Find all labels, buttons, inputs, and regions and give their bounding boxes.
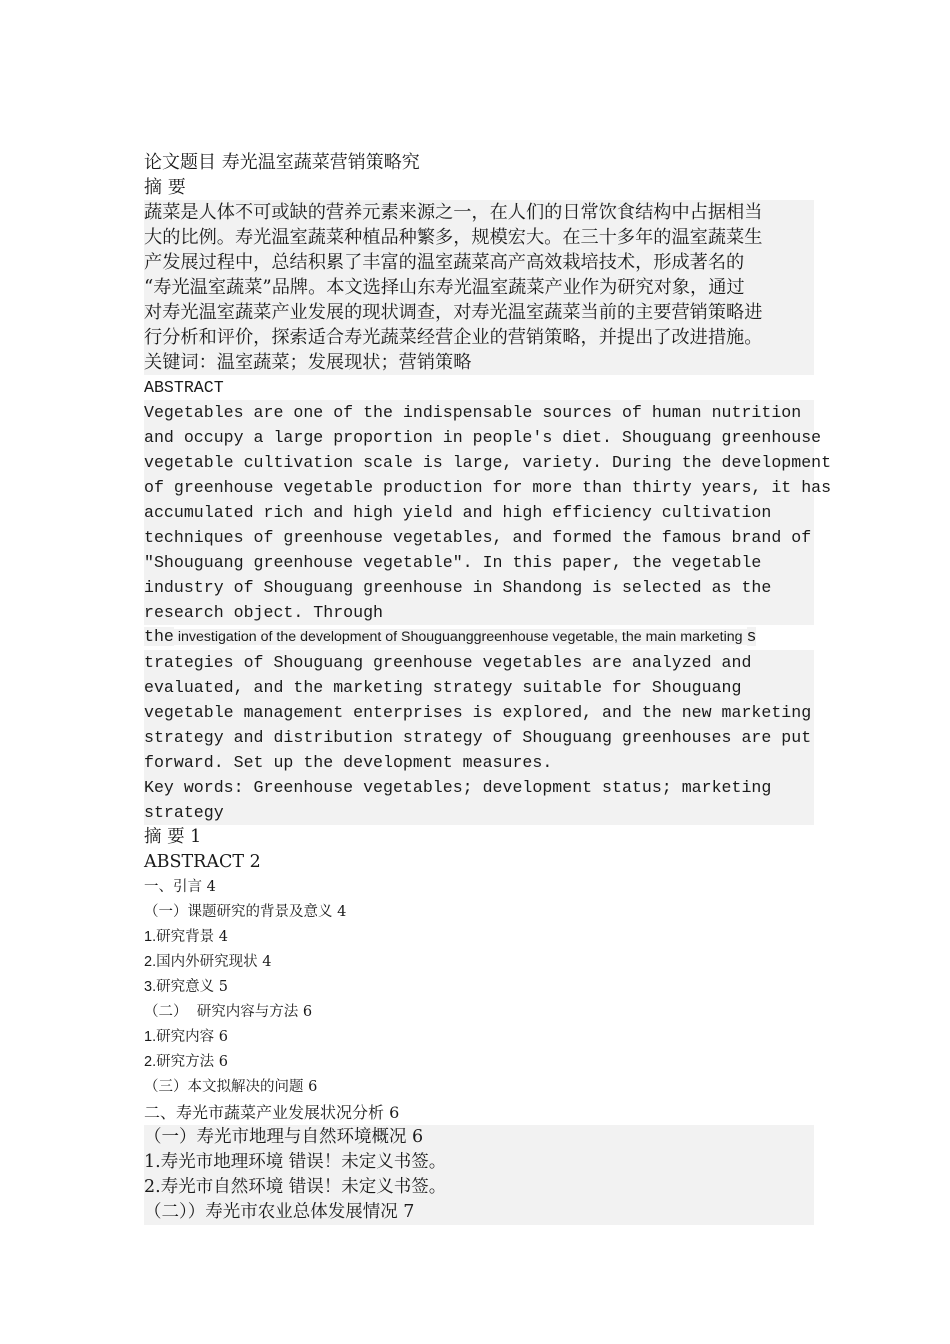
toc-entry[interactable] [144,1025,814,1050]
toc-entry[interactable]: （一）寿光市地理与自然环境概况 6 [144,1125,814,1150]
abstract-en-line: vegetable management enterprises is explored, and the new marketing [144,700,814,725]
abstract-en-paragraph [144,400,832,775]
toc-entry[interactable]: （三）本文拟解决的问题 6 [144,1079,318,1095]
abstract-cn-heading: 摘 要 [144,177,186,198]
toc-entry-number: 3. [144,979,157,995]
abstract-en-line: "Shouguang greenhouse vegetable". In this paper, the vegetable [144,550,814,575]
toc-entry-number: 2. [144,1054,157,1070]
abstract-cn-paragraph [144,200,814,350]
abstract-en-line: techniques of greenhouse vegetables, and formed the famous brand of [144,525,814,550]
toc-entry-text: 国内外研究现状 4 [156,954,272,970]
toc-entry-number: 1. [144,929,157,945]
abstract-cn-keywords: 关键词：温室蔬菜；发展现状；营销策略 [144,350,814,375]
toc-entry-text: 研究意义 5 [156,979,228,995]
toc-entry[interactable]: 2.寿光市自然环境 错误！未定义书签。 [144,1175,814,1200]
mixed-suffix: s [746,627,757,646]
mixed-prefix: the [144,627,174,646]
thesis-title: 论文题目 寿光温室蔬菜营销策略究 [144,152,420,173]
toc-entry[interactable]: （二））寿光市农业总体发展情况 7 [144,1200,814,1225]
table-of-contents [144,825,814,1225]
document-body [144,150,832,1225]
toc-entry[interactable]: 1.寿光市地理环境 错误！未定义书签。 [144,1150,814,1175]
toc-entry[interactable]: 一、引言 4 [144,879,216,895]
abstract-en-line: evaluated, and the marketing strategy suitable for Shouguang [144,675,814,700]
toc-entry[interactable]: 二、寿光市蔬菜产业发展状况分析 6 [144,1103,400,1122]
toc-entry-text: 研究背景 4 [156,929,228,945]
toc-entry[interactable]: （二） 研究内容与方法 6 [144,1004,313,1020]
abstract-en-line: strategy and distribution strategy of Shouguang greenhouses are put [144,725,814,750]
toc-entry[interactable]: ABSTRACT 2 [144,852,261,872]
toc-entry[interactable]: （一）课题研究的背景及意义 4 [144,904,347,920]
toc-entry-number: 2. [144,954,157,970]
abstract-en-line: vegetable cultivation scale is large, variety. During the development [144,450,814,475]
abstract-en-line: trategies of Shouguang greenhouse vegetables are analyzed and [144,650,814,675]
abstract-cn-line: 对寿光温室蔬菜产业发展的现状调查，对寿光温室蔬菜当前的主要营销策略进 [144,300,814,325]
abstract-en-line: forward. Set up the development measures. [144,750,814,775]
abstract-cn-line: 大的比例。寿光温室蔬菜种植品种繁多，规模宏大。在三十多年的温室蔬菜生 [144,225,814,250]
abstract-en-keywords: Key words: Greenhouse vegetables; development status; marketing [144,775,814,800]
toc-entry-number: 1. [144,1029,157,1045]
abstract-en-line: accumulated rich and high yield and high efficiency cultivation [144,500,814,525]
abstract-cn-line: 行分析和评价，探索适合寿光蔬菜经营企业的营销策略，并提出了改进措施。 [144,325,814,350]
abstract-en-line: of greenhouse vegetable production for more than thirty years, it has [144,475,814,500]
toc-entry[interactable] [144,950,814,975]
abstract-en-line: industry of Shouguang greenhouse in Shandong is selected as the [144,575,814,600]
toc-entry[interactable]: 摘 要 1 [144,827,202,847]
toc-entry-text: 研究方法 6 [156,1054,228,1070]
toc-entry[interactable] [144,1050,814,1075]
toc-entry[interactable] [144,975,814,1000]
mixed-middle: investigation of the development of Shouguanggreenhouse vegetable, the main marketing [173,629,747,645]
abstract-cn-line: 蔬菜是人体不可或缺的营养元素来源之一，在人们的日常饮食结构中占据相当 [144,200,814,225]
abstract-cn-line: “寿光温室蔬菜”品牌。本文选择山东寿光温室蔬菜产业作为研究对象，通过 [144,275,814,300]
abstract-cn-line: 产发展过程中，总结积累了丰富的温室蔬菜高产高效栽培技术，形成著名的 [144,250,814,275]
toc-entry[interactable] [144,925,814,950]
abstract-en-line: research object. Through [144,600,814,625]
abstract-en-line: Vegetables are one of the indispensable sources of human nutrition [144,400,814,425]
abstract-en-mixed-line [144,625,814,650]
abstract-en-heading: ABSTRACT [144,378,224,397]
abstract-en-line: and occupy a large proportion in people's diet. Shouguang greenhouse [144,425,814,450]
toc-entry-text: 研究内容 6 [156,1029,228,1045]
abstract-en-keywords: strategy [144,800,814,825]
